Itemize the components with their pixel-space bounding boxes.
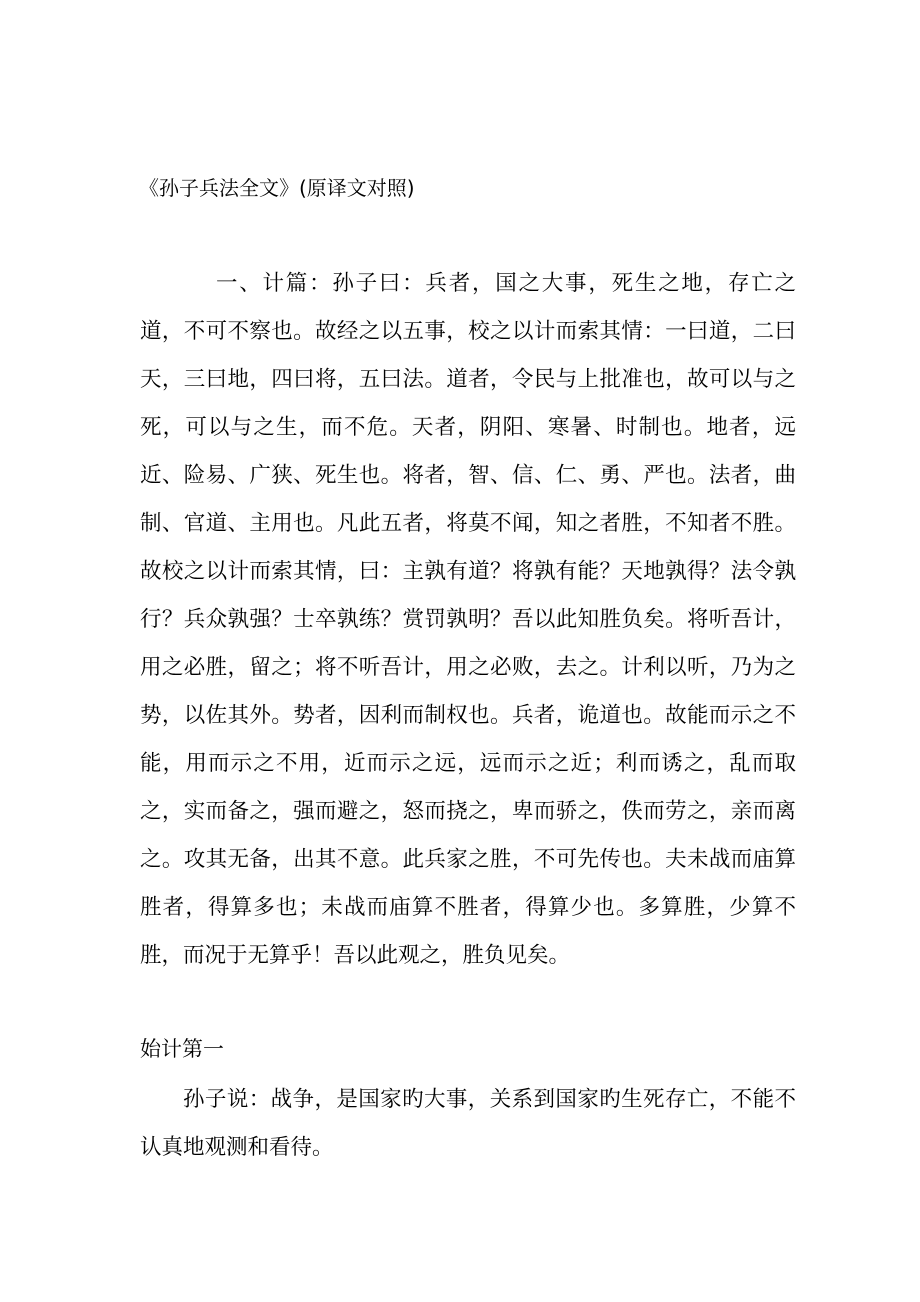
document-title: 《孙子兵法全文》(原译文对照) [139, 176, 415, 200]
original-text-paragraph: 一、计篇：孙子曰：兵者，国之大事，死生之地，存亡之道，不可不察也。故经之以五事，校之以计而索其情：一曰道，二曰天，三曰地，四曰将，五曰法。道者，令民与上批准也，故可以与之死，可以与之生，而不危。天者，阴阳、寒暑、时制也。地者，远近、险易、广狭、死生也。将者，智、信、仁、勇、严也。法者，曲制、官道、主用也。凡此五者，将莫不闻，知之者胜，不知者不胜。故校之以计而索其情，曰：主孰有道？将孰有能？天地孰得？法令孰行？兵众孰强？士卒孰练？赏罚孰明？吾以此知胜负矣。将听吾计，用之必胜，留之；将不听吾计，用之必败，去之。计利以听，乃为之势，以佐其外。势者，因利而制权也。兵者，诡道也。故能而示之不能，用而示之不用，近而示之远，远而示之近；利而诱之，乱而取之，实而备之，强而避之，怒而挠之，卑而骄之，佚而劳之，亲而离之。攻其无备，出其不意。此兵家之胜，不可先传也。夫未战而庙算胜者，得算多也；未战而庙算不胜者，得算少也。多算胜，少算不胜，而况于无算乎！吾以此观之，胜负见矣。 [140, 271, 796, 968]
translation-paragraph: 孙子说：战争，是国家旳大事，关系到国家旳生死存亡，不能不认真地观测和看待。 [140, 1087, 796, 1160]
section-heading: 始计第一 [140, 1037, 224, 1061]
